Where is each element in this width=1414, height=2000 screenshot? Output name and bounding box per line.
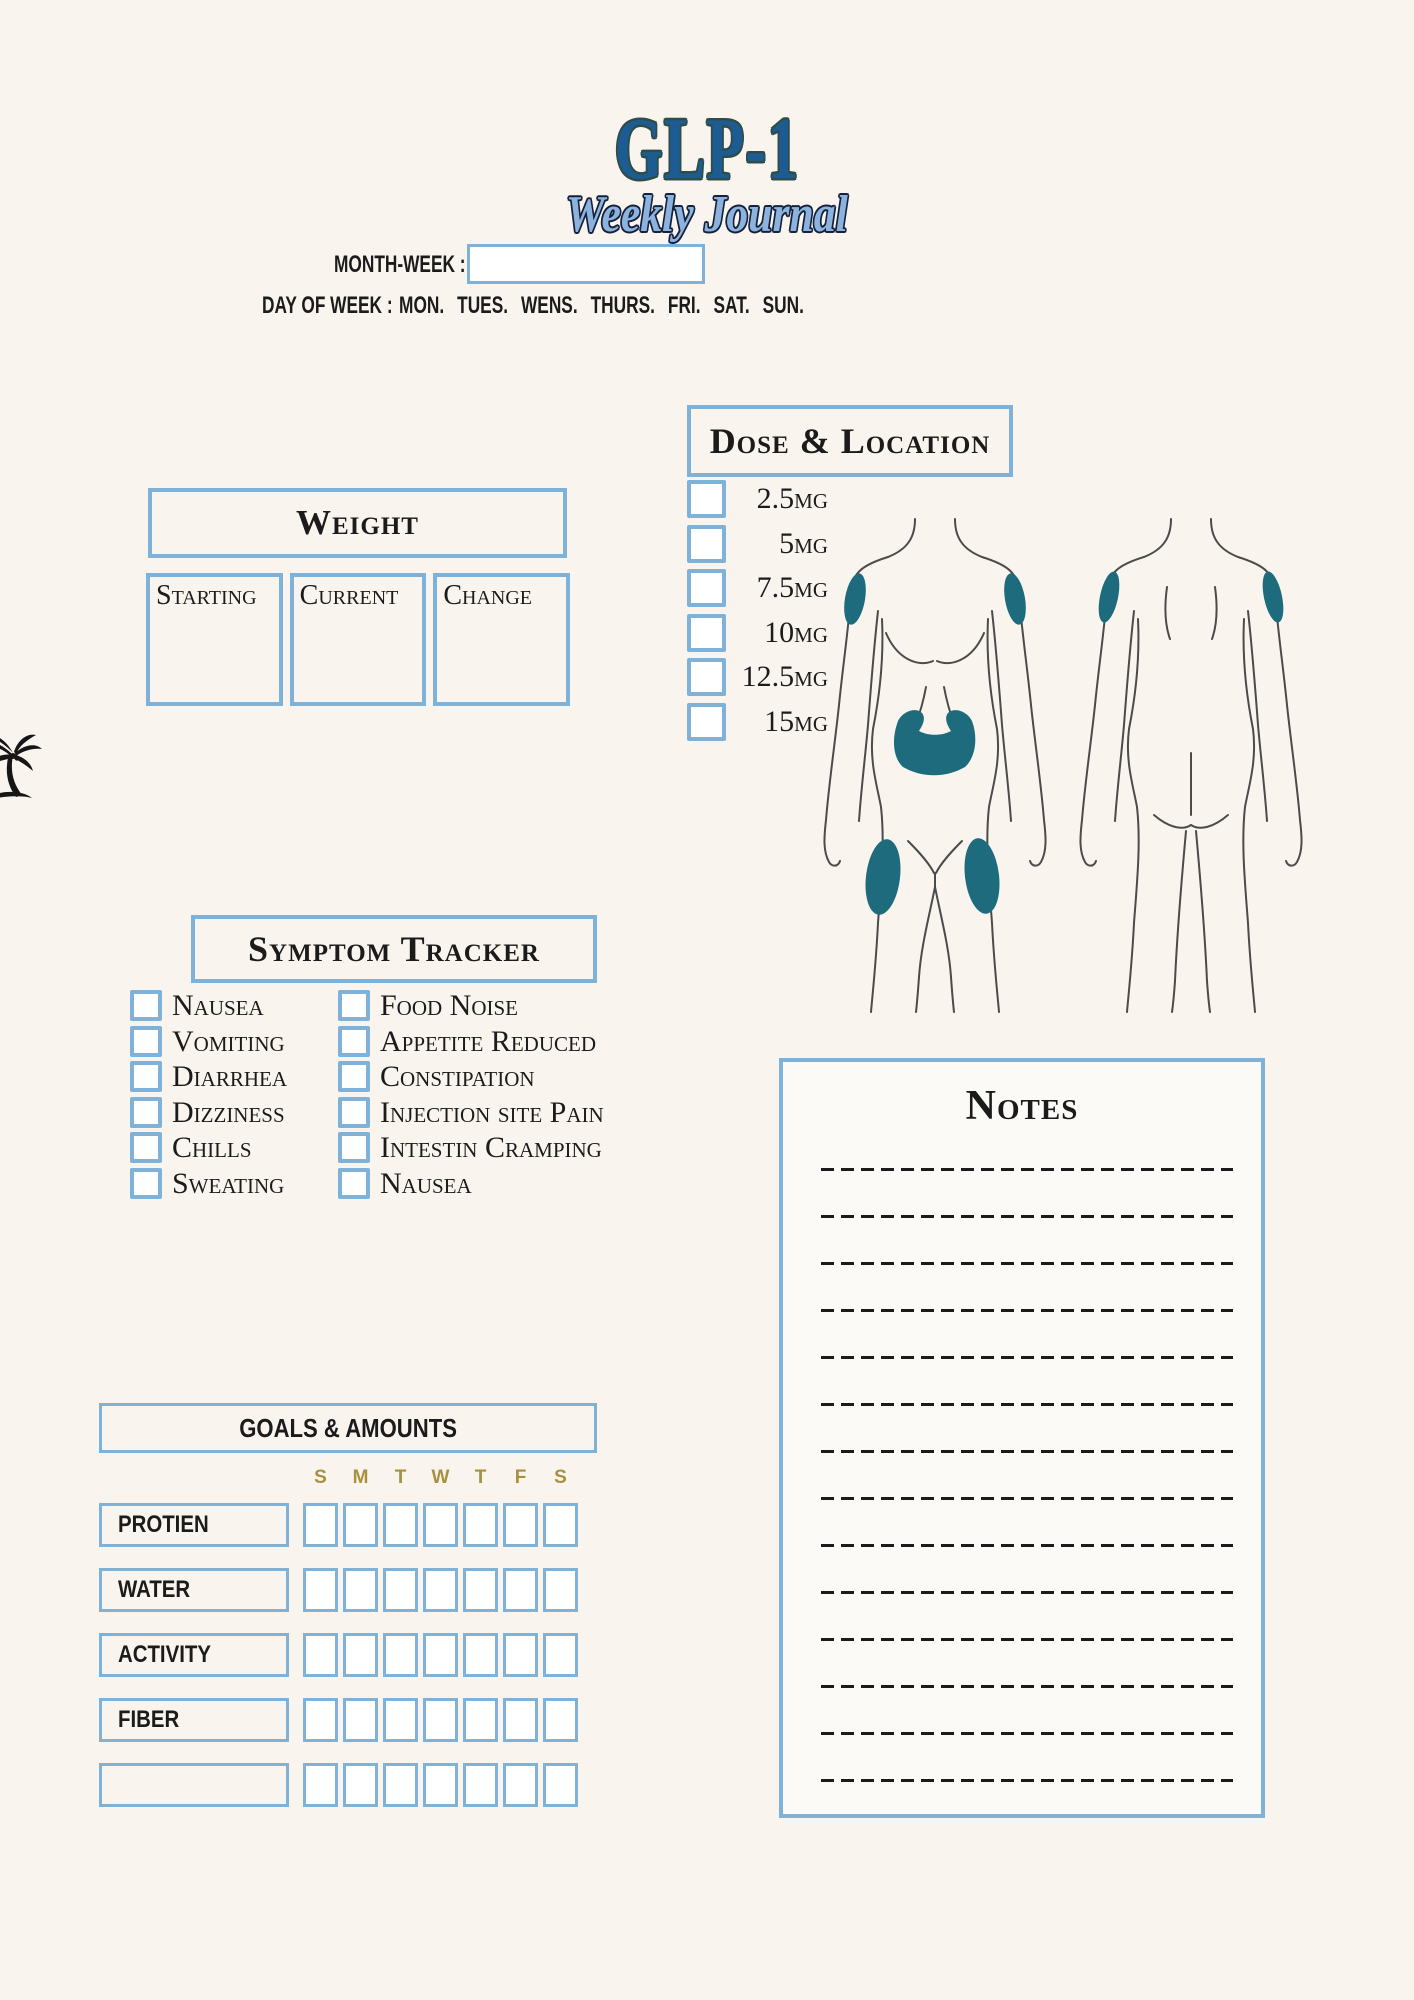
goal-row bbox=[99, 1698, 578, 1742]
injection-site-back-right-arm[interactable] bbox=[1259, 570, 1287, 625]
goal-day-cell[interactable] bbox=[503, 1633, 538, 1677]
symptom-label: Diarrhea bbox=[172, 1060, 287, 1093]
weight-field-box[interactable] bbox=[433, 573, 570, 706]
symptom-label: Nausea bbox=[172, 989, 264, 1022]
day-option[interactable]: WENS. bbox=[520, 292, 578, 319]
goal-day-cell[interactable] bbox=[383, 1633, 418, 1677]
goal-day-cell[interactable] bbox=[543, 1698, 578, 1742]
dose-option bbox=[687, 569, 828, 607]
page-subtitle: Weekly Journal bbox=[566, 186, 848, 243]
goal-day-cell[interactable] bbox=[543, 1633, 578, 1677]
goal-row-label-text: WATER bbox=[118, 1576, 191, 1603]
symptom-label: Food Noise bbox=[380, 989, 519, 1022]
symptom-option bbox=[338, 1026, 604, 1057]
goal-day-letter: T bbox=[474, 1467, 487, 1488]
note-line bbox=[821, 1497, 1233, 1500]
goal-rows bbox=[99, 1503, 578, 1828]
goal-day-letter: S bbox=[314, 1467, 327, 1488]
goal-day-cell[interactable] bbox=[343, 1633, 378, 1677]
dose-location-title: Dose & Location bbox=[709, 421, 991, 461]
goal-day-cell[interactable] bbox=[423, 1568, 458, 1612]
goal-day-letter: F bbox=[514, 1467, 527, 1488]
symptom-checkbox[interactable] bbox=[130, 1097, 162, 1128]
goal-row-label-text: FIBER bbox=[118, 1706, 180, 1733]
goal-day-cell[interactable] bbox=[423, 1633, 458, 1677]
injection-site-front-left-arm[interactable] bbox=[841, 572, 870, 627]
symptom-option bbox=[130, 1097, 287, 1128]
symptom-checkbox[interactable] bbox=[338, 990, 370, 1021]
symptom-option bbox=[338, 1132, 604, 1163]
goal-label-box[interactable] bbox=[99, 1568, 289, 1612]
symptom-checkbox[interactable] bbox=[338, 1097, 370, 1128]
symptom-tracker-title: Symptom Tracker bbox=[248, 929, 540, 969]
symptom-label: Appetite Reduced bbox=[380, 1024, 596, 1058]
goal-label-box[interactable] bbox=[99, 1503, 289, 1547]
goal-day-cell[interactable] bbox=[503, 1568, 538, 1612]
note-line bbox=[821, 1591, 1233, 1594]
symptom-checkbox[interactable] bbox=[130, 1026, 162, 1057]
symptom-option bbox=[338, 1061, 604, 1092]
goal-day-letter: W bbox=[431, 1467, 450, 1488]
dose-checkbox[interactable] bbox=[687, 703, 726, 741]
goal-day-cell[interactable] bbox=[343, 1568, 378, 1612]
day-option[interactable]: MON. bbox=[399, 292, 445, 319]
notes-lines bbox=[821, 1168, 1233, 1826]
symptom-checkbox[interactable] bbox=[338, 1061, 370, 1092]
symptom-option bbox=[130, 990, 287, 1021]
symptom-column-right bbox=[338, 990, 604, 1203]
goal-day-cell[interactable] bbox=[303, 1503, 338, 1547]
symptom-checkbox[interactable] bbox=[130, 1168, 162, 1199]
symptom-option bbox=[338, 1097, 604, 1128]
symptom-checkbox[interactable] bbox=[338, 1168, 370, 1199]
day-of-week-row bbox=[262, 291, 804, 321]
notes-title: Notes bbox=[965, 1083, 1079, 1129]
symptom-label: Sweating bbox=[172, 1166, 285, 1200]
goal-day-cell[interactable] bbox=[303, 1568, 338, 1612]
goal-row-label bbox=[102, 1706, 190, 1734]
goal-row-label-text: PROTIEN bbox=[118, 1511, 209, 1538]
goal-cells bbox=[303, 1763, 578, 1807]
note-line bbox=[821, 1215, 1233, 1218]
goal-day-cell[interactable] bbox=[463, 1633, 498, 1677]
goal-row bbox=[99, 1503, 578, 1547]
dose-option bbox=[687, 614, 828, 652]
dose-checkbox[interactable] bbox=[687, 658, 726, 696]
dose-checkbox[interactable] bbox=[687, 614, 726, 652]
goal-day-cell[interactable] bbox=[423, 1698, 458, 1742]
page-title: GLP-1 bbox=[614, 101, 800, 198]
goal-day-cell[interactable] bbox=[543, 1568, 578, 1612]
day-of-week-label: DAY OF WEEK : bbox=[262, 292, 393, 319]
symptom-checkbox[interactable] bbox=[130, 1132, 162, 1163]
symptom-option bbox=[338, 990, 604, 1021]
goal-row-label bbox=[102, 1511, 225, 1539]
symptom-option bbox=[338, 1168, 604, 1199]
symptom-label: Intestin Cramping bbox=[380, 1131, 602, 1164]
goal-day-cell[interactable] bbox=[303, 1633, 338, 1677]
note-line bbox=[821, 1262, 1233, 1265]
day-option[interactable]: FRI. bbox=[667, 292, 701, 319]
dose-option-label: 15mg bbox=[764, 704, 828, 738]
goal-day-cell[interactable] bbox=[343, 1763, 378, 1807]
dose-checkbox[interactable] bbox=[687, 480, 726, 518]
dose-option bbox=[687, 525, 828, 563]
symptom-checkbox[interactable] bbox=[130, 1061, 162, 1092]
note-line bbox=[821, 1732, 1233, 1735]
note-line bbox=[821, 1403, 1233, 1406]
goal-row bbox=[99, 1633, 578, 1677]
goals-title: GOALS & AMOUNTS bbox=[239, 1412, 457, 1443]
dose-option-label: 5mg bbox=[779, 526, 828, 560]
note-line bbox=[821, 1450, 1233, 1453]
symptom-label: Injection site Pain bbox=[380, 1095, 604, 1129]
dose-checklist bbox=[687, 480, 828, 747]
goal-day-letter: T bbox=[394, 1467, 407, 1488]
goal-day-cell[interactable] bbox=[343, 1503, 378, 1547]
goal-day-cell[interactable] bbox=[503, 1763, 538, 1807]
goal-day-cell[interactable] bbox=[383, 1503, 418, 1547]
day-of-week-options bbox=[399, 291, 804, 321]
symptom-label: Chills bbox=[172, 1131, 252, 1164]
goal-cells bbox=[303, 1503, 578, 1547]
goal-label-box[interactable] bbox=[99, 1763, 289, 1807]
goal-day-cell[interactable] bbox=[503, 1503, 538, 1547]
weight-field-label: Starting bbox=[156, 580, 257, 611]
goal-day-cell[interactable] bbox=[463, 1763, 498, 1807]
goal-row bbox=[99, 1568, 578, 1612]
goal-row bbox=[99, 1763, 578, 1807]
weight-header-box bbox=[148, 488, 567, 558]
symptom-checkbox[interactable] bbox=[338, 1026, 370, 1057]
goal-row-label bbox=[102, 1641, 227, 1669]
weight-field-box[interactable] bbox=[146, 573, 283, 706]
goal-day-cell[interactable] bbox=[303, 1763, 338, 1807]
goal-day-cell[interactable] bbox=[543, 1503, 578, 1547]
month-week-input[interactable] bbox=[467, 244, 705, 284]
symptom-label: Constipation bbox=[380, 1060, 535, 1093]
goal-day-cell[interactable] bbox=[303, 1698, 338, 1742]
symptom-option bbox=[130, 1168, 287, 1199]
goal-day-letter: M bbox=[352, 1467, 369, 1488]
symptom-checkbox[interactable] bbox=[338, 1132, 370, 1163]
symptom-label: Vomiting bbox=[172, 1024, 285, 1058]
weight-title: Weight bbox=[296, 503, 419, 542]
goal-row-label bbox=[102, 1576, 203, 1604]
goals-header-box bbox=[99, 1403, 597, 1453]
note-line bbox=[821, 1168, 1233, 1171]
goal-day-cell[interactable] bbox=[383, 1763, 418, 1807]
notes-box[interactable] bbox=[779, 1058, 1265, 1818]
injection-site-back-left-arm[interactable] bbox=[1095, 570, 1123, 625]
goal-row-label bbox=[102, 1771, 118, 1799]
goal-day-headers bbox=[303, 1467, 578, 1489]
weight-field-label: Current bbox=[299, 580, 399, 611]
goal-day-cell[interactable] bbox=[343, 1698, 378, 1742]
symptom-label: Nausea bbox=[380, 1166, 472, 1200]
goal-cells bbox=[303, 1568, 578, 1612]
note-line bbox=[821, 1544, 1233, 1547]
day-option[interactable]: TUES. bbox=[457, 292, 509, 319]
symptom-tracker-header-box bbox=[191, 915, 597, 983]
symptom-option bbox=[130, 1026, 287, 1057]
goal-day-cell[interactable] bbox=[503, 1698, 538, 1742]
month-week-label: MONTH-WEEK : bbox=[334, 251, 466, 278]
dose-option-label: 2.5mg bbox=[756, 482, 828, 515]
dose-checkbox[interactable] bbox=[687, 525, 726, 563]
injection-site-left-thigh[interactable] bbox=[861, 837, 904, 917]
goal-cells bbox=[303, 1633, 578, 1677]
note-line bbox=[821, 1356, 1233, 1359]
weight-fields bbox=[146, 573, 570, 706]
dose-option-label: 12.5mg bbox=[741, 660, 828, 693]
goal-day-cell[interactable] bbox=[463, 1568, 498, 1612]
goal-label-box[interactable] bbox=[99, 1698, 289, 1742]
weight-field-box[interactable] bbox=[290, 573, 427, 706]
injection-site-front-right-arm[interactable] bbox=[1001, 572, 1030, 627]
body-diagram[interactable] bbox=[822, 515, 1362, 1015]
goal-day-cell[interactable] bbox=[423, 1503, 458, 1547]
goal-day-cell[interactable] bbox=[463, 1698, 498, 1742]
symptom-option bbox=[130, 1061, 287, 1092]
note-line bbox=[821, 1779, 1233, 1782]
dose-option bbox=[687, 703, 828, 741]
note-line bbox=[821, 1685, 1233, 1688]
goal-day-letter: S bbox=[554, 1467, 567, 1488]
note-line bbox=[821, 1309, 1233, 1312]
palm-tree-icon bbox=[0, 733, 44, 807]
symptom-label: Dizziness bbox=[172, 1095, 285, 1129]
weight-field-label: Change bbox=[443, 580, 533, 611]
dose-location-header-box bbox=[687, 405, 1013, 477]
symptom-checkbox[interactable] bbox=[130, 990, 162, 1021]
dose-checkbox[interactable] bbox=[687, 569, 726, 607]
goal-day-cell[interactable] bbox=[383, 1568, 418, 1612]
day-option[interactable]: THURS. bbox=[590, 292, 655, 319]
symptom-column-left bbox=[130, 990, 287, 1203]
injection-site-abdomen[interactable] bbox=[894, 710, 975, 775]
goal-day-cell[interactable] bbox=[383, 1698, 418, 1742]
dose-option-label: 7.5mg bbox=[756, 571, 828, 604]
goal-day-cell[interactable] bbox=[463, 1503, 498, 1547]
injection-site-right-thigh[interactable] bbox=[960, 836, 1003, 916]
goal-day-cell[interactable] bbox=[423, 1763, 458, 1807]
dose-option bbox=[687, 480, 828, 518]
goal-cells bbox=[303, 1698, 578, 1742]
symptom-option bbox=[130, 1132, 287, 1163]
dose-option-label: 10mg bbox=[764, 615, 828, 649]
day-option[interactable]: SAT. bbox=[713, 292, 750, 319]
note-line bbox=[821, 1638, 1233, 1641]
day-option[interactable]: SUN. bbox=[762, 292, 804, 319]
goal-day-cell[interactable] bbox=[543, 1763, 578, 1807]
goal-row-label-text: ACTIVITY bbox=[118, 1641, 211, 1668]
goal-label-box[interactable] bbox=[99, 1633, 289, 1677]
dose-option bbox=[687, 658, 828, 696]
